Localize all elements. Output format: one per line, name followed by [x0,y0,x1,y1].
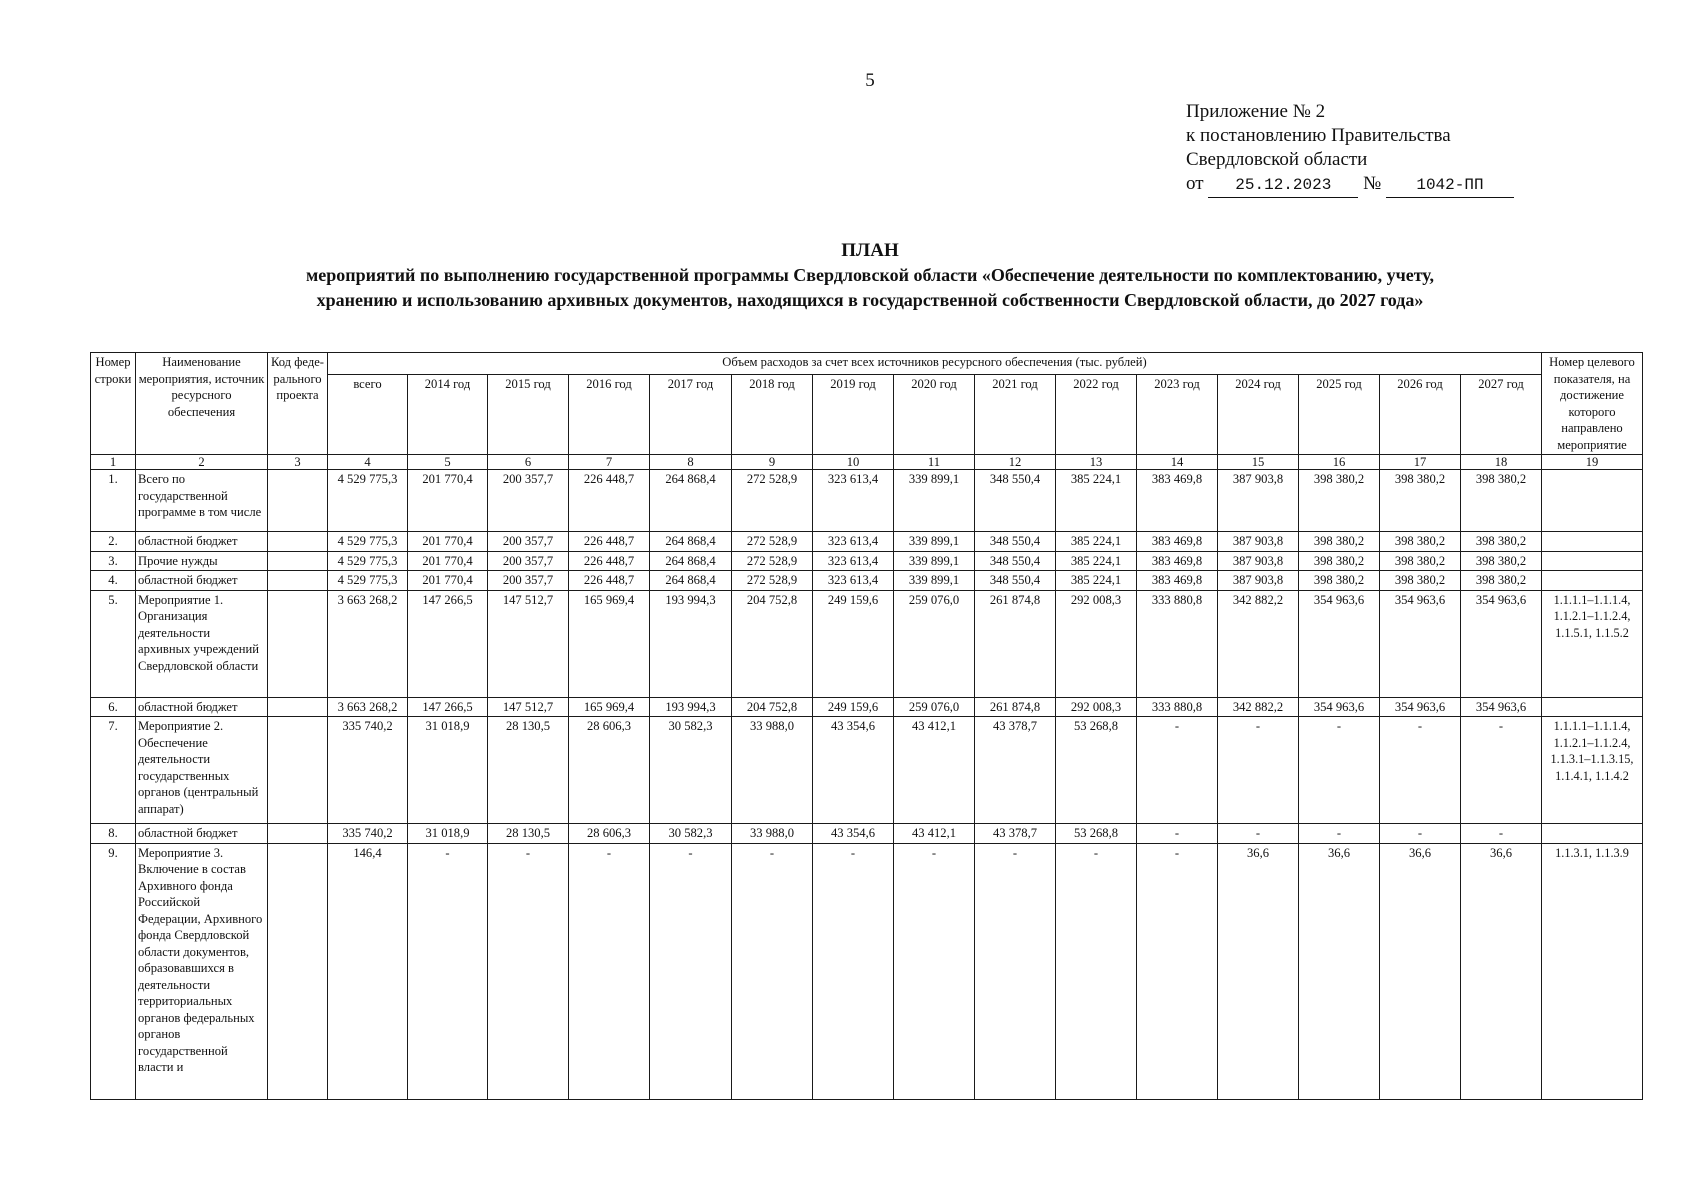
expense-value-cell: 200 357,7 [488,532,569,552]
column-number: 2 [136,455,268,470]
header-year: 2019 год [813,374,894,454]
expense-value-cell: 226 448,7 [569,551,650,571]
row-number-cell: 7. [91,717,136,824]
header-total: всего [328,374,408,454]
expense-value-cell: 385 224,1 [1056,571,1137,591]
row-code-cell [268,551,328,571]
row-number-cell: 5. [91,590,136,697]
plan-table [90,352,1643,1100]
header-year: 2014 год [408,374,488,454]
expense-value-cell: - [1299,824,1380,844]
expense-value-cell: 28 130,5 [488,824,569,844]
expense-value-cell: 335 740,2 [328,824,408,844]
column-number: 14 [1137,455,1218,470]
row-indicator-cell [1542,824,1643,844]
page-number: 5 [865,70,875,91]
expense-value-cell: - [975,843,1056,1099]
row-code-cell [268,532,328,552]
expense-value-cell: - [1380,717,1461,824]
resolution-date: 25.12.2023 [1208,173,1358,198]
row-code-cell [268,470,328,532]
row-name-cell: областной бюджет [136,824,268,844]
expense-value-cell: 385 224,1 [1056,532,1137,552]
expense-value-cell: 323 613,4 [813,571,894,591]
header-row-number: Номер строки [91,353,136,455]
column-number: 9 [732,455,813,470]
row-code-cell [268,843,328,1099]
expense-value-cell: 387 903,8 [1218,532,1299,552]
row-name-cell: областной бюджет [136,532,268,552]
column-number: 15 [1218,455,1299,470]
column-number: 19 [1542,455,1643,470]
expense-value-cell: 4 529 775,3 [328,470,408,532]
table-row [91,843,1643,1099]
expense-value-cell: 226 448,7 [569,532,650,552]
expense-value-cell: 28 606,3 [569,824,650,844]
row-code-cell [268,824,328,844]
table-row [91,532,1643,552]
expense-value-cell: 53 268,8 [1056,717,1137,824]
expense-value-cell: - [1218,824,1299,844]
plan-subtitle-line-1: мероприятий по выполнению государственной программы Свердловской области «Обеспечение деятельности по комплектованию, учету, [305,265,1435,285]
expense-value-cell: 3 663 268,2 [328,697,408,717]
column-number: 17 [1380,455,1461,470]
expense-value-cell: 43 412,1 [894,717,975,824]
expense-value-cell: 292 008,3 [1056,697,1137,717]
expense-value-cell: 348 550,4 [975,551,1056,571]
expense-value-cell: 398 380,2 [1461,470,1542,532]
row-code-cell [268,571,328,591]
expense-value-cell: 272 528,9 [732,551,813,571]
expense-value-cell: 259 076,0 [894,590,975,697]
column-number: 11 [894,455,975,470]
expense-value-cell: 200 357,7 [488,470,569,532]
appendix-line-1: Приложение № 2 [1186,101,1326,122]
expense-value-cell: 30 582,3 [650,717,732,824]
row-name-cell: Мероприятие 2. Обеспечение деятельности государственных органов (центральный аппарат) [136,717,268,824]
row-indicator-cell [1542,532,1643,552]
expense-value-cell: 43 412,1 [894,824,975,844]
row-indicator-cell: 1.1.3.1, 1.1.3.9 [1542,843,1643,1099]
header-year: 2021 год [975,374,1056,454]
expense-value-cell: 342 882,2 [1218,697,1299,717]
expense-value-cell: 204 752,8 [732,590,813,697]
header-code: Код феде-рального проекта [268,353,328,455]
expense-value-cell: 383 469,8 [1137,470,1218,532]
expense-value-cell: 387 903,8 [1218,551,1299,571]
expense-value-cell: 398 380,2 [1380,532,1461,552]
expense-value-cell: 398 380,2 [1299,470,1380,532]
expense-value-cell: 339 899,1 [894,571,975,591]
header-expenses-group: Объем расходов за счет всех источников ресурсного обеспечения (тыс. рублей) [328,353,1542,375]
expense-value-cell: 398 380,2 [1380,551,1461,571]
table-body [91,470,1643,1100]
expense-value-cell: 264 868,4 [650,551,732,571]
expense-value-cell: 264 868,4 [650,571,732,591]
row-name-cell: Прочие нужды [136,551,268,571]
plan-subtitle-line-2: хранению и использованию архивных документов, находящихся в государственной собственности Свердловской области, до 2027 года» [316,290,1424,310]
expense-value-cell: - [1299,717,1380,824]
expense-value-cell: 53 268,8 [1056,824,1137,844]
expense-value-cell: 292 008,3 [1056,590,1137,697]
expense-value-cell: 398 380,2 [1461,571,1542,591]
expense-value-cell: - [1137,717,1218,824]
expense-value-cell: - [488,843,569,1099]
expense-value-cell: 4 529 775,3 [328,551,408,571]
expense-value-cell: 249 159,6 [813,697,894,717]
expense-value-cell: - [1218,717,1299,824]
expense-value-cell: 348 550,4 [975,532,1056,552]
expense-value-cell: 333 880,8 [1137,697,1218,717]
expense-value-cell: 33 988,0 [732,717,813,824]
expense-value-cell: 339 899,1 [894,532,975,552]
expense-value-cell: 398 380,2 [1299,551,1380,571]
expense-value-cell: 323 613,4 [813,532,894,552]
expense-value-cell: 200 357,7 [488,571,569,591]
expense-value-cell: - [813,843,894,1099]
resolution-number: 1042-ПП [1386,173,1514,198]
expense-value-cell: 165 969,4 [569,590,650,697]
expense-value-cell: 398 380,2 [1299,571,1380,591]
header-year: 2024 год [1218,374,1299,454]
row-code-cell [268,697,328,717]
expense-value-cell: 28 130,5 [488,717,569,824]
expense-value-cell: 348 550,4 [975,571,1056,591]
expense-value-cell: - [569,843,650,1099]
table-row [91,470,1643,532]
column-number: 13 [1056,455,1137,470]
column-number: 1 [91,455,136,470]
row-indicator-cell [1542,571,1643,591]
row-number-cell: 2. [91,532,136,552]
expense-value-cell: - [650,843,732,1099]
row-indicator-cell [1542,551,1643,571]
column-number: 16 [1299,455,1380,470]
appendix-block [1186,100,1514,198]
table-header [91,353,1643,470]
expense-value-cell: - [1056,843,1137,1099]
expense-value-cell: 3 663 268,2 [328,590,408,697]
expense-value-cell: - [1461,717,1542,824]
expense-value-cell: 201 770,4 [408,532,488,552]
row-name-cell: Мероприятие 1. Организация деятельности архивных учреждений Свердловской области [136,590,268,697]
expense-value-cell: 261 874,8 [975,590,1056,697]
header-year: 2026 год [1380,374,1461,454]
header-year: 2025 год [1299,374,1380,454]
expense-value-cell: 354 963,6 [1380,697,1461,717]
expense-value-cell: - [1137,824,1218,844]
table-row [91,590,1643,697]
expense-value-cell: 272 528,9 [732,532,813,552]
expense-value-cell: 201 770,4 [408,470,488,532]
expense-value-cell: 33 988,0 [732,824,813,844]
row-name-cell: областной бюджет [136,571,268,591]
expense-value-cell: 342 882,2 [1218,590,1299,697]
number-label: № [1363,173,1382,194]
appendix-line-3: Свердловской области [1186,149,1368,170]
column-numbers-row [91,455,1643,470]
row-name-cell: Мероприятие 3. Включение в состав Архивного фонда Российской Федерации, Архивного фонда Свердловской области документов, образовавшихся в деятельности территориальных органов федеральных органов государственной власти и [136,843,268,1099]
expense-value-cell: 385 224,1 [1056,551,1137,571]
expense-value-cell: 147 512,7 [488,697,569,717]
expense-value-cell: 259 076,0 [894,697,975,717]
expense-value-cell: 261 874,8 [975,697,1056,717]
header-year: 2022 год [1056,374,1137,454]
expense-value-cell: 383 469,8 [1137,571,1218,591]
expense-value-cell: 249 159,6 [813,590,894,697]
header-year: 2018 год [732,374,813,454]
expense-value-cell: - [408,843,488,1099]
expense-value-cell: 398 380,2 [1461,532,1542,552]
expense-value-cell: 339 899,1 [894,470,975,532]
expense-value-cell: - [1137,843,1218,1099]
row-number-cell: 4. [91,571,136,591]
table-row [91,551,1643,571]
table-row [91,717,1643,824]
from-label: от [1186,173,1204,194]
row-code-cell [268,590,328,697]
expense-value-cell: - [732,843,813,1099]
table-row [91,697,1643,717]
column-number: 6 [488,455,569,470]
row-number-cell: 6. [91,697,136,717]
expense-value-cell: 387 903,8 [1218,571,1299,591]
column-number: 3 [268,455,328,470]
expense-value-cell: 264 868,4 [650,470,732,532]
expense-value-cell: 383 469,8 [1137,532,1218,552]
row-indicator-cell: 1.1.1.1–1.1.1.4, 1.1.2.1–1.1.2.4, 1.1.3.1–1.1.3.15, 1.1.4.1, 1.1.4.2 [1542,717,1643,824]
expense-value-cell: 348 550,4 [975,470,1056,532]
expense-value-cell: 323 613,4 [813,551,894,571]
column-number: 5 [408,455,488,470]
row-code-cell [268,717,328,824]
expense-value-cell: 398 380,2 [1461,551,1542,571]
header-indicator: Номер целевого показателя, на достижение которого направлено мероприятие [1542,353,1643,455]
expense-value-cell: 36,6 [1461,843,1542,1099]
expense-value-cell: 385 224,1 [1056,470,1137,532]
expense-value-cell: 398 380,2 [1380,571,1461,591]
expense-value-cell: 43 354,6 [813,824,894,844]
expense-value-cell: 204 752,8 [732,697,813,717]
expense-value-cell: 147 266,5 [408,590,488,697]
row-name-cell: Всего по государственной программе в том числе [136,470,268,532]
expense-value-cell: 354 963,6 [1380,590,1461,697]
expense-value-cell: 43 378,7 [975,717,1056,824]
column-number: 12 [975,455,1056,470]
expense-value-cell: - [1461,824,1542,844]
column-number: 10 [813,455,894,470]
expense-value-cell: 226 448,7 [569,470,650,532]
expense-value-cell: 165 969,4 [569,697,650,717]
expense-value-cell: 147 266,5 [408,697,488,717]
expense-value-cell: 36,6 [1380,843,1461,1099]
row-name-cell: областной бюджет [136,697,268,717]
expense-value-cell: 264 868,4 [650,532,732,552]
expense-value-cell: 354 963,6 [1299,697,1380,717]
row-indicator-cell [1542,697,1643,717]
expense-value-cell: 193 994,3 [650,697,732,717]
expense-value-cell: - [1380,824,1461,844]
plan-title: ПЛАН [841,240,899,261]
expense-value-cell: 383 469,8 [1137,551,1218,571]
expense-value-cell: 28 606,3 [569,717,650,824]
expense-value-cell: 226 448,7 [569,571,650,591]
table-row [91,824,1643,844]
expense-value-cell: 200 357,7 [488,551,569,571]
expense-value-cell: 272 528,9 [732,470,813,532]
header-year: 2020 год [894,374,975,454]
expense-value-cell: 36,6 [1218,843,1299,1099]
expense-value-cell: 43 378,7 [975,824,1056,844]
row-number-cell: 8. [91,824,136,844]
row-number-cell: 9. [91,843,136,1099]
expense-value-cell: 4 529 775,3 [328,532,408,552]
appendix-date-line [1186,172,1514,198]
header-name: Наименование мероприятия, источник ресурсного обеспечения [136,353,268,455]
expense-value-cell: 146,4 [328,843,408,1099]
row-indicator-cell [1542,470,1643,532]
header-year: 2016 год [569,374,650,454]
expense-value-cell: 31 018,9 [408,717,488,824]
expense-value-cell: 339 899,1 [894,551,975,571]
column-number: 18 [1461,455,1542,470]
expense-value-cell: 354 963,6 [1461,590,1542,697]
table-row [91,571,1643,591]
expense-value-cell: 201 770,4 [408,551,488,571]
column-number: 7 [569,455,650,470]
row-indicator-cell: 1.1.1.1–1.1.1.4, 1.1.2.1–1.1.2.4, 1.1.5.1, 1.1.5.2 [1542,590,1643,697]
expense-value-cell: 333 880,8 [1137,590,1218,697]
expense-value-cell: 147 512,7 [488,590,569,697]
expense-value-cell: 398 380,2 [1380,470,1461,532]
header-year: 2017 год [650,374,732,454]
expense-value-cell: 193 994,3 [650,590,732,697]
expense-value-cell: 354 963,6 [1461,697,1542,717]
expense-value-cell: 201 770,4 [408,571,488,591]
header-year: 2023 год [1137,374,1218,454]
appendix-line-2: к постановлению Правительства [1186,125,1451,146]
expense-value-cell: 30 582,3 [650,824,732,844]
column-number: 8 [650,455,732,470]
expense-value-cell: 31 018,9 [408,824,488,844]
header-year: 2015 год [488,374,569,454]
row-number-cell: 3. [91,551,136,571]
expense-value-cell: 335 740,2 [328,717,408,824]
expense-value-cell: 43 354,6 [813,717,894,824]
row-number-cell: 1. [91,470,136,532]
header-year: 2027 год [1461,374,1542,454]
expense-value-cell: 4 529 775,3 [328,571,408,591]
expense-value-cell: 323 613,4 [813,470,894,532]
column-number: 4 [328,455,408,470]
expense-value-cell: - [894,843,975,1099]
expense-value-cell: 398 380,2 [1299,532,1380,552]
expense-value-cell: 387 903,8 [1218,470,1299,532]
expense-value-cell: 354 963,6 [1299,590,1380,697]
expense-value-cell: 272 528,9 [732,571,813,591]
expense-value-cell: 36,6 [1299,843,1380,1099]
